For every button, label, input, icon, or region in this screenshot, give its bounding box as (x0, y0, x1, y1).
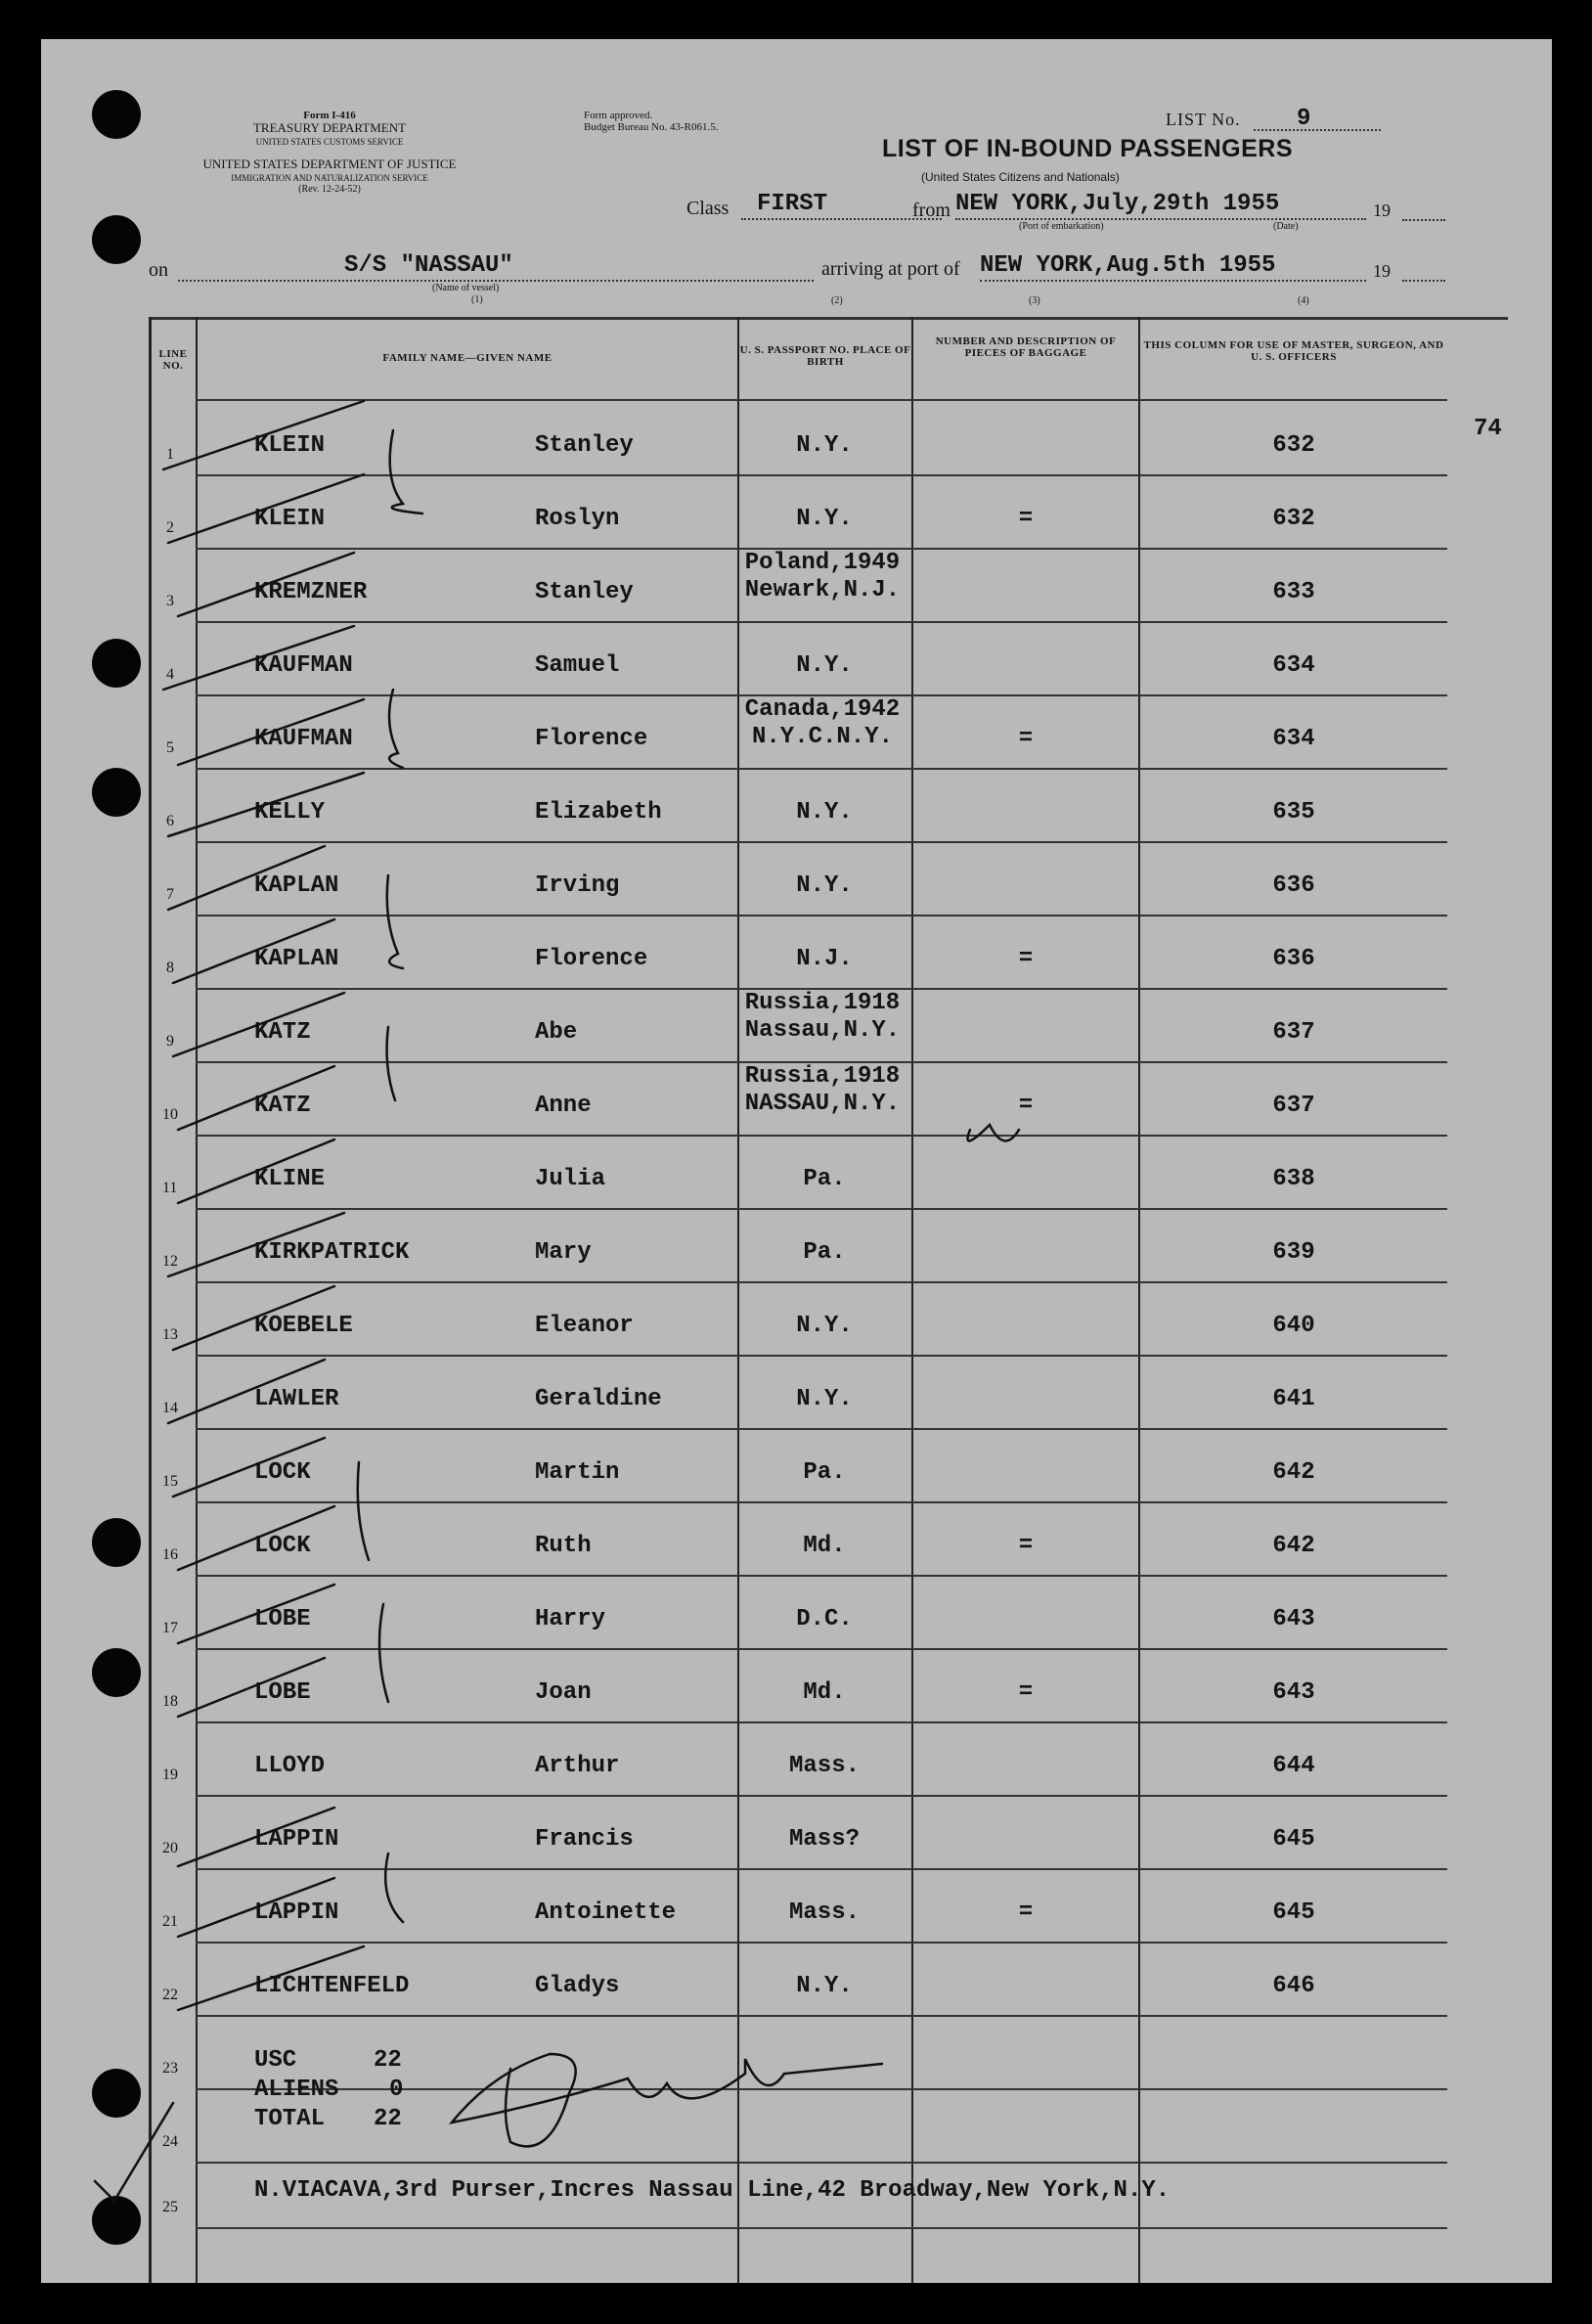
from-label: from (912, 200, 951, 221)
family-name: KATZ (254, 1019, 311, 1046)
year-suffix: 19 (1373, 201, 1391, 220)
place-of-birth: Md. (803, 1679, 846, 1706)
baggage: = (1018, 1093, 1034, 1119)
given-name: Francis (535, 1826, 634, 1853)
line-number: 4 (166, 666, 174, 683)
total-value: 22 (374, 2106, 402, 2132)
given-name: Eleanor (535, 1313, 634, 1339)
officer-number: 646 (1272, 1973, 1315, 1999)
line-number: 25 (162, 2199, 178, 2215)
family-name: KAUFMAN (254, 652, 353, 679)
line-number: 6 (166, 813, 174, 829)
place-of-birth: N.Y. (796, 506, 853, 532)
given-name: Harry (535, 1606, 606, 1632)
line-number: 9 (166, 1033, 174, 1050)
given-name: Samuel (535, 652, 620, 679)
line-number: 24 (162, 2133, 178, 2150)
place-of-birth-line-2: N.Y.C.N.Y. (751, 724, 894, 750)
given-name: Arthur (535, 1753, 620, 1779)
officer-number: 636 (1272, 946, 1315, 972)
family-name: LICHTENFELD (254, 1973, 410, 1999)
line-number: 5 (166, 739, 174, 756)
place-of-birth: Pa. (803, 1459, 846, 1486)
place-of-birth: Mass. (788, 1753, 860, 1779)
place-of-birth: N.Y. (796, 1313, 853, 1339)
given-name: Julia (535, 1166, 606, 1192)
col-header-passport: U. S. PASSPORT NO. PLACE OF BIRTH (739, 344, 911, 368)
officer-number: 643 (1272, 1606, 1315, 1632)
col-header-officers: THIS COLUMN FOR USE OF MASTER, SURGEON, AND U. S. OFFICERS (1143, 339, 1444, 363)
officer-number: 645 (1272, 1826, 1315, 1853)
officer-number: 634 (1272, 726, 1315, 752)
form-approved: Form approved. (584, 110, 653, 121)
place-of-birth: Pa. (803, 1166, 846, 1192)
place-of-birth: D.C. (796, 1606, 853, 1632)
list-label: LIST No. (1166, 110, 1241, 129)
family-name: KAPLAN (254, 872, 339, 899)
line-number: 22 (162, 1987, 178, 2003)
given-name: Antoinette (535, 1899, 677, 1926)
document-subtitle: (United States Citizens and Nationals) (921, 170, 1120, 184)
aliens-value: 0 (389, 2077, 404, 2103)
line-number: 19 (162, 1766, 178, 1783)
given-name: Roslyn (535, 506, 620, 532)
place-of-birth: N.Y. (796, 432, 853, 459)
family-name: LLOYD (254, 1753, 326, 1779)
family-name: LOBE (254, 1606, 311, 1632)
family-name: KAPLAN (254, 946, 339, 972)
document-title: LIST OF IN-BOUND PASSENGERS (882, 135, 1294, 162)
family-name: KREMZNER (254, 579, 368, 605)
line-number: 16 (162, 1546, 178, 1563)
column-2-number: (2) (831, 295, 843, 306)
officer-number: 632 (1272, 506, 1315, 532)
family-name: LOBE (254, 1679, 311, 1706)
family-name: KIRKPATRICK (254, 1239, 410, 1266)
place-of-birth-line-2: Nassau,N.Y. (744, 1017, 901, 1044)
department-of-justice: UNITED STATES DEPARTMENT OF JUSTICE (202, 156, 457, 171)
family-name: LOCK (254, 1459, 311, 1486)
treasury-department: TREASURY DEPARTMENT (252, 120, 407, 135)
place-of-birth: Mass. (788, 1899, 860, 1926)
officer-number: 637 (1272, 1093, 1315, 1119)
customs-service: UNITED STATES CUSTOMS SERVICE (255, 137, 404, 147)
given-name: Mary (535, 1239, 592, 1266)
officer-number: 636 (1272, 872, 1315, 899)
officer-number: 633 (1272, 579, 1315, 605)
place-of-birth-line-1: Poland,1949 (744, 550, 901, 576)
place-of-birth-line-1: Russia,1918 (744, 990, 901, 1016)
officer-number: 638 (1272, 1166, 1315, 1192)
place-of-birth-line-1: Russia,1918 (744, 1063, 901, 1090)
baggage: = (1018, 1899, 1034, 1926)
given-name: Geraldine (535, 1386, 662, 1412)
place-of-birth: N.Y. (796, 1386, 853, 1412)
line-number: 23 (162, 2060, 178, 2077)
family-name: KLEIN (254, 506, 326, 532)
handwritten-checkmarks (41, 39, 1552, 2283)
place-of-birth: N.Y. (796, 799, 853, 826)
revision: (Rev. 12-24-52) (298, 184, 361, 195)
line-number: 17 (162, 1620, 178, 1636)
given-name: Florence (535, 726, 648, 752)
margin-note: 74 (1474, 416, 1502, 442)
usc-value: 22 (374, 2047, 402, 2074)
line-number: 12 (162, 1253, 178, 1270)
col-header-name: FAMILY NAME—GIVEN NAME (382, 352, 553, 364)
place-of-birth: N.Y. (796, 872, 853, 899)
place-of-birth: Md. (803, 1533, 846, 1559)
line-number: 1 (166, 446, 174, 463)
officer-number: 634 (1272, 652, 1315, 679)
officer-number: 645 (1272, 1899, 1315, 1926)
line-number: 21 (162, 1913, 178, 1930)
col-header-baggage: NUMBER AND DESCRIPTION OF PIECES OF BAGGAGE (935, 335, 1117, 359)
family-name: LOCK (254, 1533, 311, 1559)
given-name: Anne (535, 1093, 592, 1119)
budget-bureau: Budget Bureau No. 43-R061.5. (584, 121, 719, 133)
place-of-birth: Pa. (803, 1239, 846, 1266)
column-4-number: (4) (1298, 295, 1309, 306)
officer-number: 643 (1272, 1679, 1315, 1706)
officer-number: 640 (1272, 1313, 1315, 1339)
officer-number: 637 (1272, 1019, 1315, 1046)
family-name: LAPPIN (254, 1899, 339, 1926)
line-number: 7 (166, 886, 174, 903)
line-number: 14 (162, 1400, 178, 1416)
port-caption: (Port of embarkation) (1019, 221, 1104, 232)
family-name: LAPPIN (254, 1826, 339, 1853)
given-name: Martin (535, 1459, 620, 1486)
aliens-label: ALIENS (254, 2077, 339, 2103)
given-name: Gladys (535, 1973, 620, 1999)
line-number: 10 (162, 1106, 178, 1123)
line-number: 15 (162, 1473, 178, 1490)
baggage: = (1018, 946, 1034, 972)
col-header-line-no: LINE NO. (158, 348, 188, 372)
given-name: Elizabeth (535, 799, 662, 826)
given-name: Stanley (535, 579, 634, 605)
baggage: = (1018, 1533, 1034, 1559)
place-of-birth: Mass? (788, 1826, 860, 1853)
officer-number: 641 (1272, 1386, 1315, 1412)
purser-line: N.VIACAVA,3rd Purser,Incres Nassau Line,42 Broadway,New York,N.Y. (254, 2177, 1171, 2204)
on-label: on (149, 259, 168, 281)
baggage: = (1018, 1679, 1034, 1706)
family-name: KOEBELE (254, 1313, 353, 1339)
class-value: FIRST (757, 191, 828, 217)
passenger-list-sheet (41, 39, 1552, 2283)
family-name: KLINE (254, 1166, 326, 1192)
place-of-birth: N.J. (796, 946, 853, 972)
given-name: Stanley (535, 432, 634, 459)
date-caption: (Date) (1273, 221, 1299, 232)
line-number: 20 (162, 1840, 178, 1856)
line-number: 3 (166, 593, 174, 609)
officer-number: 635 (1272, 799, 1315, 826)
officer-number: 644 (1272, 1753, 1315, 1779)
family-name: KELLY (254, 799, 326, 826)
place-of-birth-line-2: NASSAU,N.Y. (744, 1091, 901, 1117)
family-name: KAUFMAN (254, 726, 353, 752)
baggage: = (1018, 506, 1034, 532)
line-number: 18 (162, 1693, 178, 1710)
baggage: = (1018, 726, 1034, 752)
column-3-number: (3) (1029, 295, 1040, 306)
vessel-caption-number: (1) (471, 294, 483, 305)
given-name: Ruth (535, 1533, 592, 1559)
form-number: Form I-416 (303, 110, 356, 121)
officer-number: 639 (1272, 1239, 1315, 1266)
from-value: NEW YORK,July,29th 1955 (955, 191, 1280, 217)
ins: IMMIGRATION AND NATURALIZATION SERVICE (231, 173, 428, 183)
given-name: Irving (535, 872, 620, 899)
class-label: Class (686, 198, 730, 219)
family-name: LAWLER (254, 1386, 339, 1412)
place-of-birth: N.Y. (796, 652, 853, 679)
line-number: 8 (166, 960, 174, 976)
given-name: Abe (535, 1019, 578, 1046)
place-of-birth-line-1: Canada,1942 (744, 696, 901, 723)
line-number: 13 (162, 1326, 178, 1343)
line-number: 2 (166, 519, 174, 536)
place-of-birth: N.Y. (796, 1973, 853, 1999)
year-suffix-arrival: 19 (1373, 261, 1391, 281)
officer-number: 632 (1272, 432, 1315, 459)
vessel-caption: (Name of vessel) (432, 283, 500, 293)
list-number: 9 (1297, 106, 1311, 132)
arriving-label: arriving at port of (821, 258, 960, 280)
usc-label: USC (254, 2047, 297, 2074)
line-number: 11 (162, 1180, 178, 1196)
total-label: TOTAL (254, 2106, 326, 2132)
family-name: KATZ (254, 1093, 311, 1119)
officer-number: 642 (1272, 1533, 1315, 1559)
arriving-value: NEW YORK,Aug.5th 1955 (980, 252, 1276, 279)
place-of-birth-line-2: Newark,N.J. (744, 577, 901, 603)
officer-number: 642 (1272, 1459, 1315, 1486)
vessel-value: S/S "NASSAU" (344, 252, 513, 279)
given-name: Joan (535, 1679, 592, 1706)
given-name: Florence (535, 946, 648, 972)
family-name: KLEIN (254, 432, 326, 459)
